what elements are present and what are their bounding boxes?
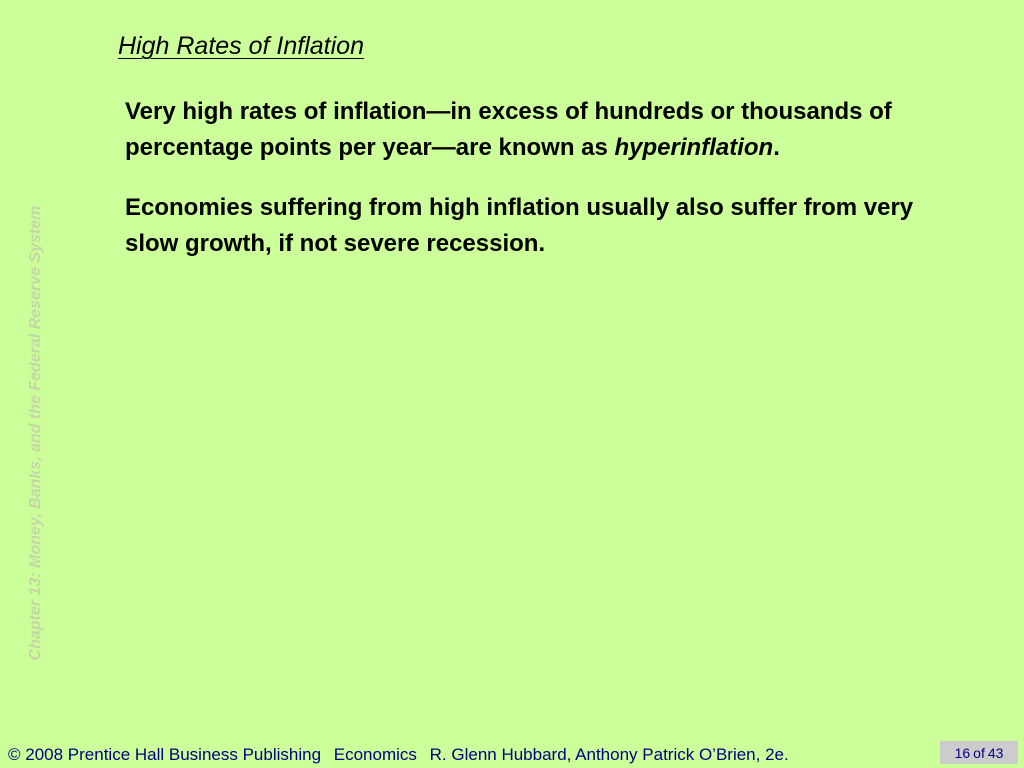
slide-title: High Rates of Inflation [118,32,364,60]
footer [8,745,797,765]
paragraph-hyperinflation [125,94,945,166]
page-total: 43 [987,744,1004,761]
emphasized-term: hyperinflation [614,134,774,161]
page-current: 16 [954,744,971,761]
chapter-side-label: Chapter 13: Money, Banks, and the Federal Reserve System [27,205,44,661]
page-separator: of [973,744,985,761]
footer-copyright: © 2008 Prentice Hall Business Publishing [8,745,322,764]
footer-book-title: Economics [333,745,417,764]
paragraph-economies: Economies suffering from high inflation usually also suffer from very slow growth, if not severe recession. [125,194,914,257]
slide-body [125,94,945,286]
page-indicator [940,741,1018,764]
paragraph-end: . [773,134,780,161]
footer-authors: R. Glenn Hubbard, Anthony Patrick O’Brien, 2e. [429,745,789,764]
paragraph-text: Very high rates of inflation—in excess of hundreds or thousands of percentage points per year—are known as [125,98,892,161]
